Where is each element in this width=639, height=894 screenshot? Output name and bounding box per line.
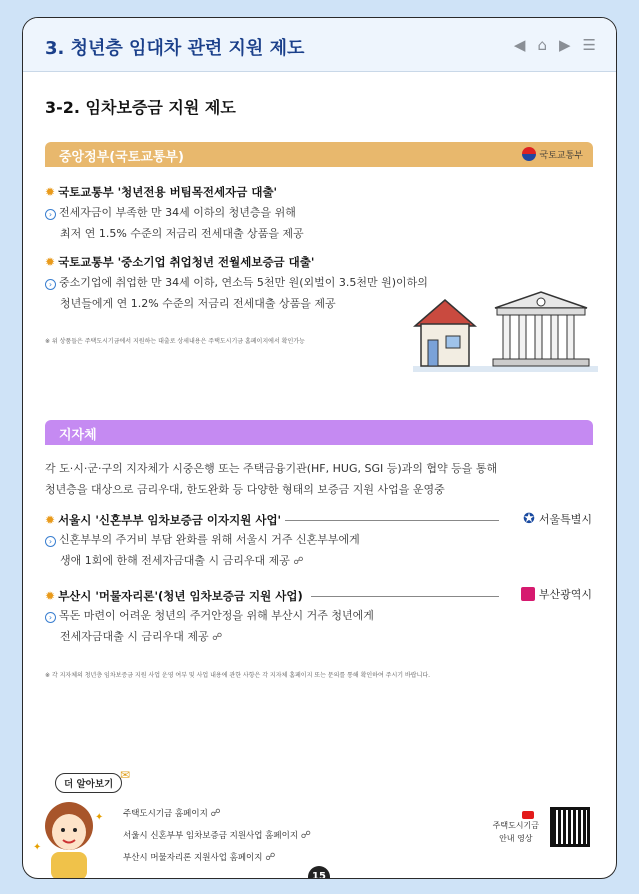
item-title xyxy=(45,254,314,270)
page xyxy=(22,17,617,879)
arrow-left-icon[interactable]: ◀ xyxy=(513,36,526,54)
local-bar-label: 지자체 xyxy=(59,428,97,443)
svg-text:✦: ✦ xyxy=(33,842,42,853)
video-caption-line: 주택도시기금 xyxy=(492,821,539,830)
desc-line: 전세자금이 부족한 만 34세 이하의 청년층을 위해 xyxy=(59,206,296,219)
home-icon[interactable]: ⌂ xyxy=(537,36,547,54)
sun-icon: ✹ xyxy=(45,513,56,527)
link-icon[interactable]: ☍ xyxy=(210,808,221,819)
nav-icons xyxy=(514,36,596,54)
link-icon[interactable]: ☍ xyxy=(265,852,276,863)
divider xyxy=(311,596,499,597)
item-description xyxy=(45,605,374,648)
molit-logo-text: 국토교통부 xyxy=(539,150,583,161)
desc-line: 중소기업에 취업한 만 34세 이하, 연소득 5천만 원(외벌이 3.5천만 원)이하의 xyxy=(59,276,428,289)
central-bar-label: 중앙정부(국토교통부) xyxy=(59,150,184,165)
arrow-circle-icon: › xyxy=(45,209,56,220)
video-caption-line: 안내 영상 xyxy=(499,834,533,843)
molit-logo xyxy=(522,147,583,161)
link-icon[interactable]: ☍ xyxy=(300,830,311,841)
footer-link[interactable]: 부산시 머물자리론 지원사업 홈페이지 xyxy=(123,853,263,863)
menu-icon[interactable]: ☰ xyxy=(582,36,596,54)
video-caption xyxy=(493,819,539,845)
section-title: 3-2. 임차보증금 지원 제도 xyxy=(45,98,236,117)
arrow-circle-icon: › xyxy=(45,612,56,623)
busan-symbol-icon xyxy=(521,587,535,601)
character-illustration xyxy=(29,790,109,879)
house-bank-illustration xyxy=(413,288,598,373)
footer-link[interactable]: 주택도시기금 홈페이지 xyxy=(123,809,208,819)
page-header xyxy=(23,18,616,72)
desc-line: 생애 1회에 한해 전세자금대출 시 금리우대 제공 xyxy=(60,554,290,567)
item-title-text: 서울시 '신혼부부 임차보증금 이자지원 사업' xyxy=(58,513,282,527)
sun-icon: ✹ xyxy=(45,589,56,603)
link-icon[interactable]: ☍ xyxy=(212,632,223,643)
page-number: 15 xyxy=(308,866,330,879)
central-note: ※ 위 상품들은 주택도시기금에서 지원하는 대출로 상세내용은 주택도시기금 홈페이지에서 확인가능 xyxy=(45,338,305,345)
arrow-right-icon[interactable]: ▶ xyxy=(559,36,571,54)
intro-line: 청년층을 대상으로 금리우대, 한도완화 등 다양한 형태의 보증금 지원 사업을 운영중 xyxy=(45,483,445,496)
arrow-circle-icon: › xyxy=(45,279,56,290)
desc-line: 목돈 마련이 어려운 청년의 주거안정을 위해 부산시 거주 청년에게 xyxy=(59,609,374,622)
item-description xyxy=(45,202,304,244)
divider xyxy=(285,520,499,521)
item-description xyxy=(45,272,428,314)
svg-text:✦: ✦ xyxy=(95,812,104,823)
qr-code[interactable] xyxy=(550,807,590,847)
local-note: ※ 각 지자체의 청년층 임차보증금 지원 사업 운영 여부 및 사업 내용에 관한 사항은 각 지자체 홈페이지 또는 문의를 통해 확인하여 주시기 바랍니다. xyxy=(45,672,431,679)
mail-icon: ✉ xyxy=(120,768,131,782)
desc-line: 전세자금대출 시 금리우대 제공 xyxy=(60,630,209,643)
central-government-bar xyxy=(45,142,593,167)
footer-link[interactable]: 서울시 신혼부부 임차보증금 지원사업 홈페이지 xyxy=(123,831,299,841)
item-title xyxy=(45,184,277,200)
busan-logo-text: 부산광역시 xyxy=(538,588,592,601)
local-intro xyxy=(45,458,497,500)
item-description xyxy=(45,529,360,572)
item-title xyxy=(45,512,281,528)
sun-icon: ✹ xyxy=(45,185,56,199)
arrow-circle-icon: › xyxy=(45,536,56,547)
desc-line: 신혼부부의 주거비 부담 완화를 위해 서울시 거주 신혼부부에게 xyxy=(59,533,360,546)
sun-icon: ✹ xyxy=(45,255,56,269)
desc-line: 청년들에게 연 1.2% 수준의 저금리 전세대출 상품을 제공 xyxy=(60,297,336,310)
item-title xyxy=(45,588,303,604)
more-info-badge: 더 알아보기 xyxy=(55,773,122,793)
item-title-text: 국토교통부 '청년전용 버팀목전세자금 대출' xyxy=(58,185,278,199)
footer-links xyxy=(123,803,311,869)
seoul-logo-text: 서울특별시 xyxy=(538,513,592,526)
intro-line: 각 도·시·군·구의 지자체가 시중은행 또는 주택금융기관(HF, HUG, SGI 등)과의 협약 등을 통해 xyxy=(45,462,498,475)
busan-logo xyxy=(521,586,592,602)
youtube-icon[interactable] xyxy=(522,811,534,819)
taeguk-icon xyxy=(522,147,536,161)
page-title: 3. 청년층 임대차 관련 지원 제도 xyxy=(45,38,305,59)
desc-line: 최저 연 1.5% 수준의 저금리 전세대출 상품을 제공 xyxy=(60,227,304,240)
item-title-text: 국토교통부 '중소기업 취업청년 전월세보증금 대출' xyxy=(58,255,315,269)
seoul-logo xyxy=(523,511,592,527)
link-icon[interactable]: ☍ xyxy=(293,556,304,567)
item-title-text: 부산시 '머물자리론'(청년 임차보증금 지원 사업) xyxy=(58,589,303,603)
local-government-bar xyxy=(45,420,593,445)
seoul-symbol-icon: ✪ xyxy=(523,511,535,527)
